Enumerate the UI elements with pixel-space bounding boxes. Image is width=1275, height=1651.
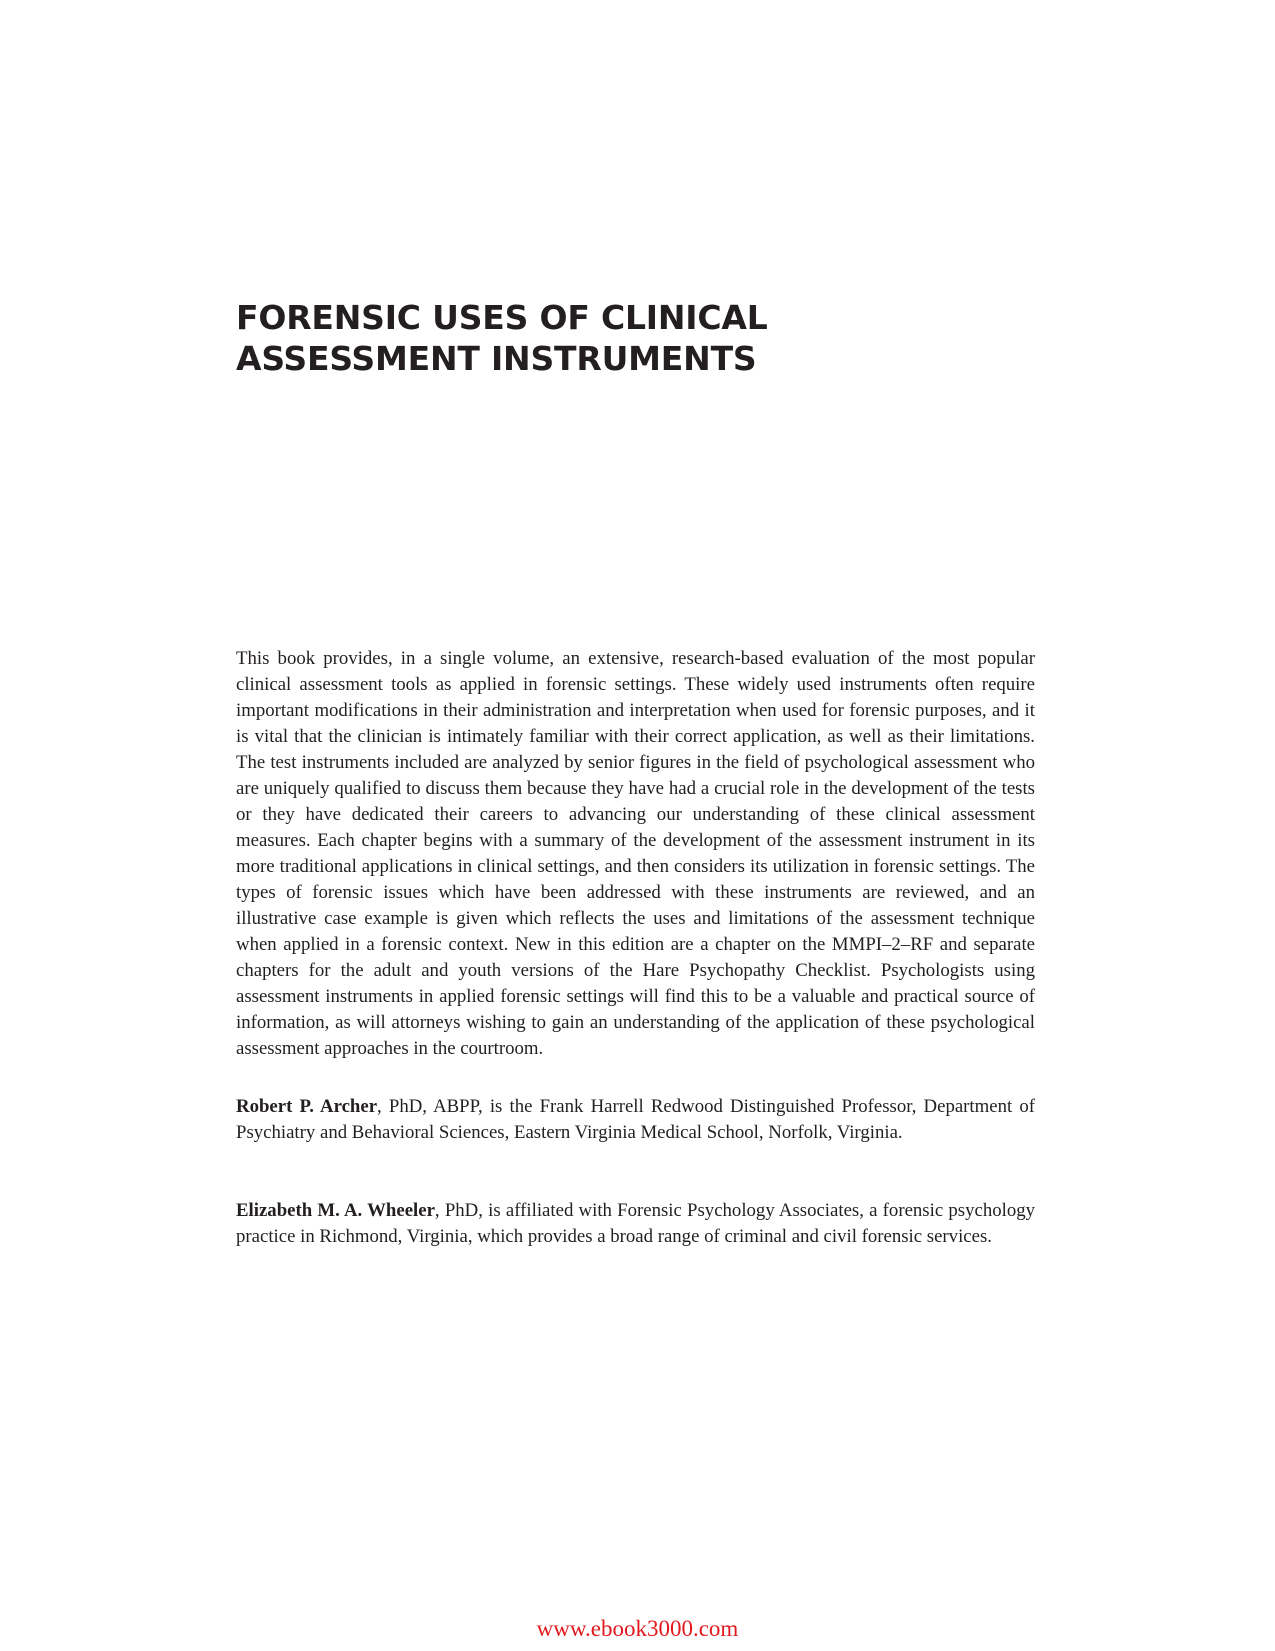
page-title xyxy=(236,297,936,379)
author-bio-archer xyxy=(236,1094,1035,1146)
page-title-line-1: FORENSIC USES OF CLINICAL xyxy=(236,298,768,337)
author-bio-wheeler xyxy=(236,1198,1035,1250)
author-name: Robert P. Archer xyxy=(236,1096,378,1117)
page-title-line-2: ASSESSMENT INSTRUMENTS xyxy=(236,339,757,378)
book-description-text: This book provides, in a single volume, an extensive, research-based evaluation of the most popular clinical assessment tools as applied in forensic settings. These widely used instruments often require important modifications in their administration and interpretation when used for forensic purposes, and it is vital that the clinician is intimately familiar with their correct application, as well as their limitations. The test instruments included are analyzed by senior figures in the field of psychological assessment who are uniquely qualified to discuss them because they have had a crucial role in the development of the tests or they have dedicated their careers to advancing our understanding of these clinical assessment measures. Each chapter begins with a summary of the development of the assessment instrument in its more traditional applications in clinical settings, and then considers its utilization in forensic settings. The types of forensic issues which have been addressed with these instruments are reviewed, and an illustrative case example is given which reflects the uses and limitations of the assessment technique when applied in a forensic context. New in this edition are a chapter on the MMPI–2–RF and separate chapters for the adult and youth versions of the Hare Psychopathy Checklist. Psychologists using assessment instruments in applied forensic settings will find this to be a valuable and practical source of information, as will attorneys wishing to gain an understanding of the application of these psychological assessment approaches in the courtroom. xyxy=(236,648,1035,1059)
watermark-link[interactable]: www.ebook3000.com xyxy=(536,1616,739,1641)
author-name: Elizabeth M. A. Wheeler xyxy=(236,1200,435,1221)
author-bio-paragraph xyxy=(236,1198,1035,1250)
author-bio-paragraph xyxy=(236,1094,1035,1146)
author-bio-text: , PhD, ABPP, is the Frank Harrell Redwood Distinguished Professor, Department of Psychiatry and Behavioral Sciences, Eastern Virginia Medical School, Norfolk, Virginia. xyxy=(236,1096,1035,1143)
book-description xyxy=(236,646,1035,1062)
author-bio-text: , PhD, is affiliated with Forensic Psychology Associates, a forensic psychology practice in Richmond, Virginia, which provides a broad range of criminal and civil forensic services. xyxy=(236,1200,1035,1247)
